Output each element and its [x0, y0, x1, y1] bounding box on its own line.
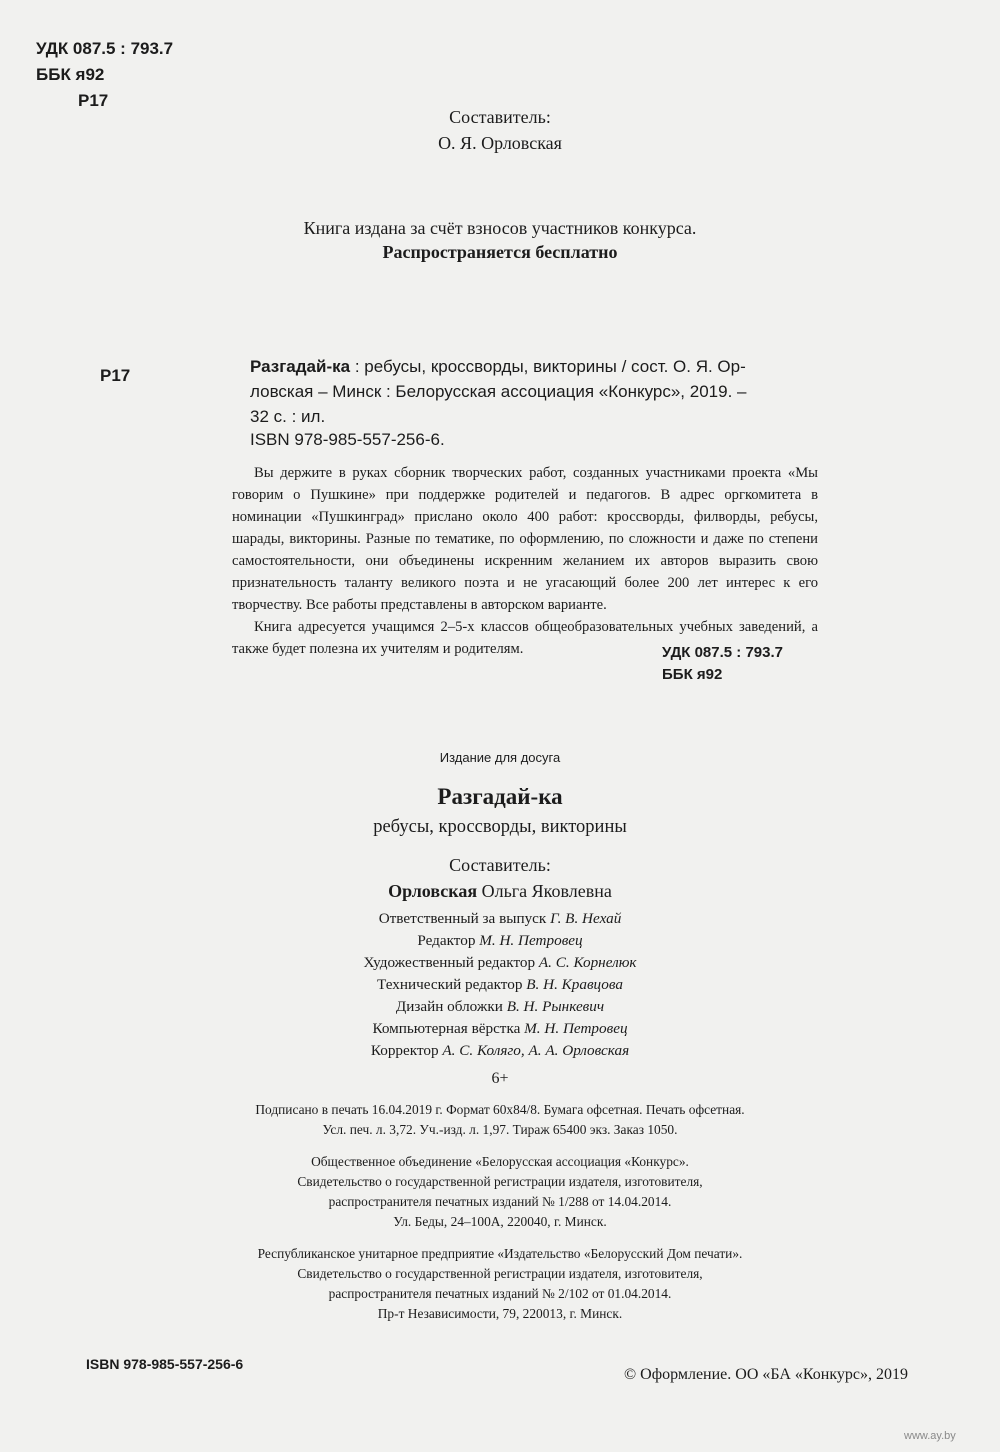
print-details: Подписано в печать 16.04.2019 г. Формат 60x84/8. Бумага офсетная. Печать офсетная.	[255, 1102, 745, 1117]
credits-list	[0, 908, 1000, 1062]
credit-role: Художественный редактор	[363, 954, 539, 971]
credit-role: Ответственный за выпуск	[378, 910, 551, 927]
abstract	[232, 462, 818, 660]
credit-name: А. С. Корнелюк	[538, 954, 637, 971]
publisher-line: Ул. Беды, 24–100А, 220040, г. Минск.	[393, 1214, 607, 1229]
printer-line: Республиканское унитарное предприятие «Издательство «Белорусский Дом печати».	[257, 1246, 743, 1261]
age-rating: 6+	[491, 1070, 509, 1087]
biblio-isbn: ISBN 978-985-557-256-6.	[250, 430, 445, 449]
credit-role: Редактор	[417, 932, 480, 949]
subtitle: ребусы, кроссворды, викторины	[373, 817, 627, 837]
biblio-title: Разгадай-ка	[250, 357, 351, 376]
printer-line: распространителя печатных изданий № 2/102 от 01.04.2014.	[328, 1286, 672, 1301]
credit-name: В. Н. Рынкевич	[506, 998, 605, 1015]
credit-role: Дизайн обложки	[395, 998, 507, 1015]
compiler-surname: Орловская	[388, 881, 478, 901]
credit-name: М. Н. Петровец	[524, 1020, 628, 1037]
credit-line	[0, 1018, 1000, 1040]
copyright-notice: © Оформление. ОО «БА «Конкурс», 2019	[624, 1366, 908, 1383]
credit-line	[0, 952, 1000, 974]
compiler-name: О. Я. Орловская	[438, 133, 562, 153]
udk-index: УДК 087.5 : 793.7	[662, 644, 783, 661]
credit-line	[0, 930, 1000, 952]
classification-indexes	[36, 36, 173, 114]
biblio-line1: : ребусы, кроссворды, викторины / сост. О. Я. Ор-	[350, 357, 746, 376]
credit-name: В. Н. Кравцова	[526, 976, 623, 993]
credit-line	[0, 974, 1000, 996]
print-details: Усл. печ. л. 3,72. Уч.-изд. л. 1,97. Тираж 65400 экз. Заказ 1050.	[322, 1122, 678, 1137]
classification-indexes-right	[662, 642, 783, 686]
printer-line: Пр-т Независимости, 79, 220013, г. Минск.	[377, 1306, 623, 1321]
free-distribution-note: Распространяется бесплатно	[382, 242, 618, 262]
credit-role: Технический редактор	[377, 976, 527, 993]
compiler-label: Составитель:	[449, 107, 551, 127]
bbk-index: ББК я92	[36, 65, 105, 84]
author-mark: Р17	[78, 91, 109, 110]
credit-role: Компьютерная вёрстка	[372, 1020, 525, 1037]
publisher-line: Свидетельство о государственной регистрации издателя, изготовителя,	[297, 1174, 703, 1189]
main-title: Разгадай-ка	[437, 784, 563, 809]
credit-line	[0, 908, 1000, 930]
credit-name: Г. В. Нехай	[550, 910, 622, 927]
printer-line: Свидетельство о государственной регистрации издателя, изготовителя,	[297, 1266, 703, 1281]
abstract-paragraph: Вы держите в руках сборник творческих работ, созданных участниками проекта «Мы говорим о Пушкине» при поддержке родителей и педагогов. В адрес оргкомитета в номинации «Пушкинград» прислано около 400 работ: кроссворды, филворды, ребусы, шарады, викторины. Разные по тематике, по оформлению, по сложности и даже по степени самостоятельности, они объединены искренним желанием их авторов выразить свою признательность таланту великого поэта и не угасающий более 200 лет интерес к его творчеству. Все работы представлены в авторском варианте.	[232, 465, 818, 613]
udk-index: УДК 087.5 : 793.7	[36, 39, 174, 58]
compiler-given-names: Ольга Яковлевна	[477, 881, 612, 901]
bibliographic-record	[250, 354, 810, 429]
funding-line: Книга издана за счёт взносов участников конкурса.	[303, 218, 697, 238]
credit-name: А. С. Коляго, А. А. Орловская	[442, 1042, 630, 1059]
bbk-index: ББК я92	[662, 666, 723, 683]
compiler-block-bottom	[0, 852, 1000, 904]
funding-note	[0, 216, 1000, 264]
biblio-line3: 32 с. : ил.	[250, 407, 326, 426]
compiler-label: Составитель:	[449, 855, 551, 875]
watermark: www.ay.by	[904, 1430, 956, 1442]
credit-name: М. Н. Петровец	[479, 932, 583, 949]
isbn-bottom: ISBN 978-985-557-256-6	[86, 1356, 244, 1372]
credit-role: Корректор	[370, 1042, 443, 1059]
edition-type: Издание для досуга	[439, 750, 561, 765]
abstract-paragraph: Книга адресуется учащимся 2–5-х классов общеобразовательных учебных заведений, а также будет полезна их учителям и родителям.	[232, 619, 818, 657]
biblio-author-mark: Р17	[100, 366, 131, 385]
compiler-block-top	[0, 104, 1000, 156]
publisher-line: Общественное объединение «Белорусская ассоциация «Конкурс».	[311, 1154, 689, 1169]
credit-line	[0, 996, 1000, 1018]
credit-line	[0, 1040, 1000, 1062]
biblio-line2: ловская – Минск : Белорусская ассоциация «Конкурс», 2019. –	[250, 382, 747, 401]
imprint-block	[0, 1100, 1000, 1324]
publisher-line: распространителя печатных изданий № 1/288 от 14.04.2014.	[328, 1194, 672, 1209]
